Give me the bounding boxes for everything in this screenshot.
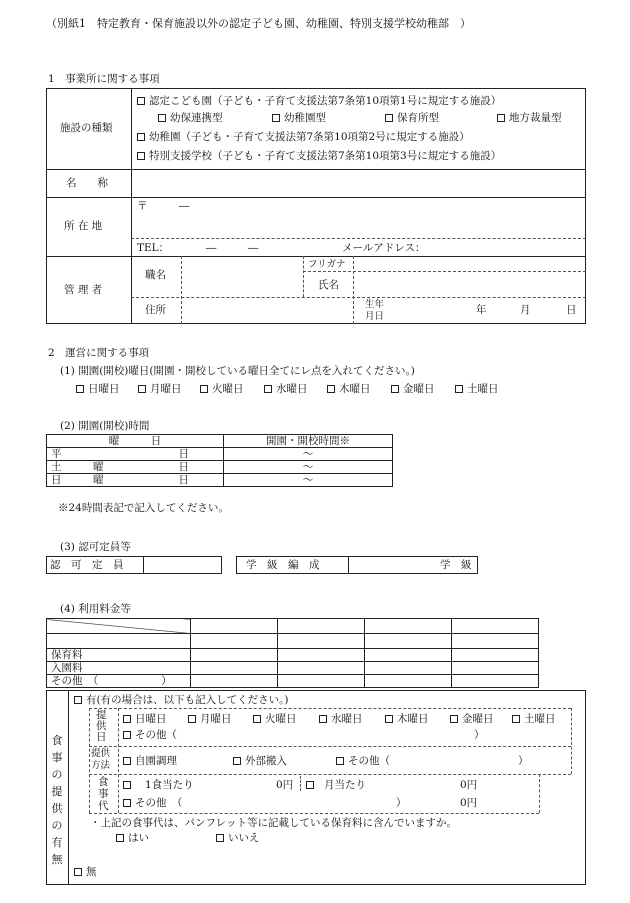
fullname-label: 氏名 — [318, 279, 339, 291]
meal-day-tuesday[interactable]: 火曜日 — [253, 713, 297, 726]
day-saturday[interactable]: 土曜日 — [455, 383, 499, 396]
table-row: 平 日 ～ — [47, 448, 393, 461]
checkbox-icon — [138, 385, 146, 393]
meal-none[interactable]: 無 — [74, 866, 97, 879]
home-address-label: 住所 — [145, 304, 166, 316]
checkbox-icon — [264, 385, 272, 393]
meal-day-friday[interactable]: 金曜日 — [450, 713, 494, 726]
day-sunday[interactable]: 日曜日 — [76, 383, 120, 396]
fee-per-meal-value: 0円 — [276, 779, 294, 791]
hours-table — [46, 434, 393, 487]
fee-per-meal[interactable]: 1食当たり — [123, 779, 194, 792]
section1-title: 1 事業所に関する事項 — [48, 73, 160, 85]
day-monday[interactable]: 月曜日 — [138, 383, 182, 396]
birth-label-2: 月日 — [365, 311, 385, 322]
meal-day-thursday[interactable]: 木曜日 — [385, 713, 429, 726]
table-row: その他 （ ） — [47, 675, 539, 688]
meal-fee-label: 食 事 代 — [98, 776, 109, 812]
hours-input[interactable]: ～ — [224, 448, 393, 461]
meal-side-label: 食 事 の 提 供 の 有 無 — [51, 734, 63, 866]
option-youchien[interactable]: 幼稚園（子ども・子育て支援法第7条第10項第2号に規定する施設） — [137, 131, 470, 144]
sub-youchien-gata[interactable]: 幼稚園型 — [272, 112, 326, 125]
facility-type-label: 施設の種類 — [60, 122, 113, 134]
fee-per-month-value: 0円 — [460, 779, 478, 791]
day-friday[interactable]: 金曜日 — [391, 383, 435, 396]
fee-table — [46, 618, 539, 688]
tel-field[interactable]: TEL： ― ― — [137, 242, 259, 254]
meal-day-sunday[interactable]: 日曜日 — [123, 713, 167, 726]
meal-day-monday[interactable]: 月曜日 — [188, 713, 232, 726]
provision-method-label: 提供 方法 — [91, 748, 111, 771]
table-row: 入園料 — [47, 662, 539, 675]
checkbox-icon — [123, 731, 131, 739]
checkbox-icon — [137, 133, 145, 141]
fee-corner-cell — [47, 619, 191, 634]
table-row: 日 曜 日 ～ — [47, 474, 393, 487]
meal-day-wednesday[interactable]: 水曜日 — [319, 713, 363, 726]
method-other[interactable]: その他（ — [336, 755, 390, 768]
day-tuesday[interactable]: 火曜日 — [200, 383, 244, 396]
checkbox-icon — [327, 385, 335, 393]
checkbox-icon — [233, 757, 241, 765]
furigana-label: フリガナ — [308, 259, 346, 270]
checkbox-icon — [116, 834, 124, 842]
hours-input[interactable]: ～ — [224, 461, 393, 474]
checkbox-icon — [137, 152, 145, 160]
question-fees: (4) 利用料金等 — [60, 603, 131, 615]
checkbox-icon — [385, 715, 393, 723]
fee-per-month[interactable]: 月当たり — [306, 779, 366, 792]
checkbox-icon — [188, 715, 196, 723]
document-header: （別紙1 特定教育・保育施設以外の認定子ども園、幼稚園、特別支援学校幼稚部 ） — [46, 17, 471, 30]
checkbox-icon — [123, 757, 131, 765]
sub-hoikusho-gata[interactable]: 保育所型 — [385, 112, 439, 125]
name-label: 名 称 — [66, 177, 108, 189]
checkbox-icon — [123, 781, 131, 789]
checkbox-icon — [74, 868, 82, 876]
sub-yoho-renkei[interactable]: 幼保連携型 — [158, 112, 223, 125]
provision-days-label: 提 供 日 — [96, 709, 107, 743]
meal-yes[interactable]: 有(有の場合は、以下も記入してください。) — [74, 694, 288, 707]
name-field[interactable] — [132, 170, 585, 196]
checkbox-icon — [319, 715, 327, 723]
checkbox-icon — [253, 715, 261, 723]
question-capacity: (3) 認可定員等 — [60, 541, 131, 553]
checkbox-icon — [497, 114, 505, 122]
method-in-house[interactable]: 自園調理 — [123, 755, 177, 768]
day-wednesday[interactable]: 水曜日 — [264, 383, 308, 396]
answer-no[interactable]: いいえ — [216, 832, 260, 845]
question-open-hours: (2) 開園(開校)時間 — [60, 420, 150, 432]
meal-day-saturday[interactable]: 土曜日 — [512, 713, 556, 726]
checkbox-icon — [272, 114, 280, 122]
checkbox-icon — [158, 114, 166, 122]
manager-label: 管 理 者 — [64, 284, 103, 296]
checkbox-icon — [336, 757, 344, 765]
question-open-days: (1) 開園(開校)曜日(開園・開校している曜日全てにレ点を入れてください。) — [60, 365, 415, 377]
hours-col-day: 曜 日 — [47, 435, 224, 448]
checkbox-icon — [137, 97, 145, 105]
fee-other-value: 0円 — [460, 797, 478, 809]
hours-note: ※24時間表記で記入してください。 — [58, 502, 229, 514]
option-tokubetsu-shien[interactable]: 特別支援学校（子ども・子育て支援法第7条第10項第3号に規定する施設） — [137, 150, 501, 163]
checkbox-icon — [123, 715, 131, 723]
fee-other[interactable]: その他 （ — [123, 797, 182, 810]
section2-title: 2 運営に関する事項 — [48, 347, 150, 359]
checkbox-icon — [450, 715, 458, 723]
email-field[interactable]: メールアドレス： — [342, 242, 426, 254]
postal-code[interactable]: 〒 ― — [137, 200, 190, 212]
option-nintei-kodomoen[interactable]: 認定こども園（子ども・子育て支援法第7条第10項第1号に規定する施設） — [137, 95, 501, 108]
checkbox-icon — [512, 715, 520, 723]
answer-yes[interactable]: はい — [116, 832, 149, 845]
meal-day-other-close: ） — [474, 729, 485, 741]
meal-day-other[interactable]: その他（ — [123, 729, 177, 742]
capacity-label: 認 可 定 員 — [50, 559, 124, 571]
position-label: 職名 — [145, 269, 166, 281]
checkbox-icon — [385, 114, 393, 122]
class-unit: 学 級 — [440, 559, 472, 571]
capacity-input[interactable] — [144, 557, 221, 573]
day-thursday[interactable]: 木曜日 — [327, 383, 371, 396]
checkbox-icon — [455, 385, 463, 393]
sub-chiho-sairyo[interactable]: 地方裁量型 — [497, 112, 562, 125]
birth-month: 月 — [520, 304, 531, 316]
fee-other-close: ） — [396, 797, 407, 809]
hours-col-time: 開園・開校時間※ — [224, 435, 393, 448]
meal-fee-question: ・上記の食事代は、パンフレット等に記載している保育料に含んでいますか。 — [90, 817, 457, 829]
hours-input[interactable]: ～ — [224, 474, 393, 487]
checkbox-icon — [123, 799, 131, 807]
checkbox-icon — [216, 834, 224, 842]
checkbox-icon — [391, 385, 399, 393]
checkbox-icon — [74, 696, 82, 704]
birth-year: 年 — [476, 304, 487, 316]
class-label: 学 級 編 成 — [246, 559, 320, 571]
birth-label-1: 生年 — [365, 299, 385, 310]
birth-day: 日 — [566, 304, 577, 316]
method-outsourced[interactable]: 外部搬入 — [233, 755, 287, 768]
address-label: 所 在 地 — [64, 220, 103, 232]
checkbox-icon — [76, 385, 84, 393]
checkbox-icon — [306, 781, 314, 789]
checkbox-icon — [200, 385, 208, 393]
method-other-close: ） — [518, 755, 529, 767]
table-row: 保育料 — [47, 649, 539, 662]
table-row: 土 曜 日 ～ — [47, 461, 393, 474]
